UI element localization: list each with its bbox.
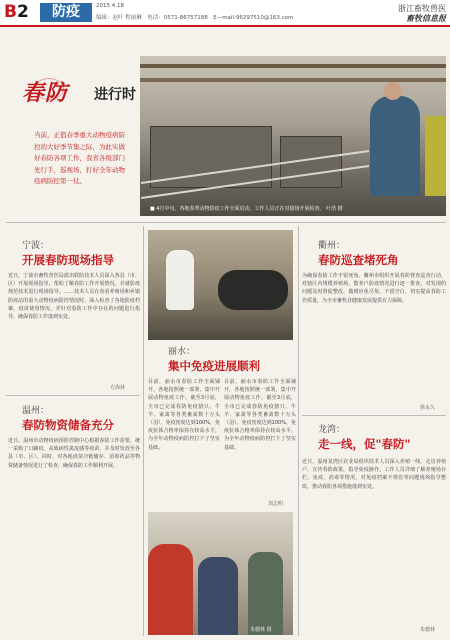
page-number-badge bbox=[4, 3, 40, 22]
inspector-head bbox=[384, 82, 402, 100]
page-number: 2 bbox=[17, 2, 29, 22]
lishui-place: 丽水： bbox=[168, 347, 196, 357]
lishui-headline: 集中免疫进展顺利 bbox=[168, 359, 260, 373]
quzhou-headline: 春防巡查堵死角 bbox=[318, 253, 399, 267]
masthead-bottom: 畜牧信息报 bbox=[406, 13, 446, 23]
wenzhou-inspection-photo bbox=[148, 512, 293, 635]
longwan-place: 龙湾： bbox=[318, 425, 346, 435]
ningbo-headline: 开展春防现场指导 bbox=[22, 253, 114, 267]
hero-intro: 当前，正值春季重大动物疫病防控的大好季节集之际，为此实做好春防各项工作，我省各级部门先行手，巡视场，打好全年动物疫病防控第一仗。 bbox=[34, 131, 125, 185]
pig-farm-photo bbox=[140, 56, 446, 216]
wenzhou-body: 近日，温州市动物疫病预防控制中心根据春防工作需要，统一采购了口蹄疫、高致病性禽流感等疫苗，并及时发放至各县（市、区）。同时，对各地疫苗冷链储存、消毒药品等物资储备情况进行了检查，确保春防工作顺利开展。 bbox=[8, 438, 140, 469]
yellow-gate bbox=[425, 116, 446, 196]
divider bbox=[6, 222, 446, 223]
inspector-figure bbox=[370, 96, 420, 196]
section-name: 防疫 bbox=[40, 3, 92, 22]
quzhou-place: 衢州： bbox=[318, 241, 346, 251]
worker-blue-figure bbox=[198, 557, 238, 635]
ningbo-author: 方海林 bbox=[110, 385, 126, 391]
divider bbox=[6, 395, 140, 396]
longwan-body: 近日，温州龙湾区农业局组织技术人员深入养殖一线，走访养殖户，宣传春防政策，指导免疫操作。工作人员详细了解养殖场存栏、免疫、消毒等情况，对免疫档案不规范等问题现场指导整改，推动春防各项措施落到实处。 bbox=[302, 459, 446, 490]
wenzhou-place: 温州： bbox=[22, 406, 50, 416]
quzhou-body: 为确保春防工作不留死角，衢州市组织开展春防督查巡查行动，对辖区内规模养殖场、散养户防疫情况进行逐一排查。对发现的问题及时督促整改，做到应免尽免、不留空白，切实提高春防工作质量，为全市畜牧业健康发展提供有力保障。 bbox=[302, 273, 446, 304]
longwan-headline: 走一线，促"春防" bbox=[318, 437, 411, 451]
longwan-author: 朱德林 bbox=[420, 627, 436, 633]
lishui-body-left: 目前，丽水市春防工作全面铺开，各地按照统一部署，集中开展动物免疫工作。截至3月底，全市已完成春防免疫猪只、牛羊、家禽等各类畜禽数十万头（羽），免疫密度达到100%，免疫抗体合格率保持在较高水平，为全年动物疫病防控打下了坚实基础。 bbox=[148, 379, 220, 451]
divider bbox=[302, 415, 446, 416]
lishui-author: 刘志明 bbox=[268, 501, 284, 507]
column-divider bbox=[298, 226, 299, 636]
hero-caption: ■ 4月中旬，各地春季动物防疫工作全面启动，工作人员正在对猪场开展检查。 叶浩 摄 bbox=[150, 206, 343, 212]
vet-figure bbox=[166, 250, 194, 310]
cow-figure bbox=[218, 270, 288, 310]
column-divider bbox=[143, 226, 144, 636]
photo-credit: 朱德林 摄 bbox=[250, 627, 272, 633]
hero-title: 春防 bbox=[22, 80, 69, 106]
quzhou-author: 徐永久 bbox=[420, 405, 436, 411]
roof-beam bbox=[140, 78, 446, 82]
editor-line: 编辑：赵叶 程丽琳 电话：0571-86757188 E—mail:96297510@163.com bbox=[96, 15, 294, 21]
hero-subtitle: 进行时 bbox=[94, 87, 136, 103]
ningbo-body: 近日，宁波市畜牧兽医局派出联防技术人员深入各县（市、区）开展现场指导，帮助了解春防工作开展情况，并就防疫规范技术进行现场指导。……技术人员在查看养殖场和乡镇防疫站的重大动物疫病防控情况时，深入检查了各地防疫档案、疫苗使用情况。并针对春防工作中存在的问题进行指导，确保春防工作落到实处。 bbox=[8, 273, 140, 321]
roof-beam bbox=[140, 64, 446, 68]
masthead-top: 浙江畜牧兽医 bbox=[398, 4, 446, 13]
worker-red-figure bbox=[148, 544, 193, 635]
cattle-vaccination-photo bbox=[148, 230, 293, 340]
lishui-body-right: 目前，丽水市春防工作全面铺开，各地按照统一部署，集中开展动物免疫工作。截至3月底，全市已完成春防免疫猪只、牛羊、家禽等各类畜禽数十万头（羽），免疫密度达到100%，免疫抗体合格率保持在较高水平，为全年动物疫病防控打下了坚实基础。 bbox=[224, 379, 296, 451]
wenzhou-headline: 春防物资储备充分 bbox=[22, 418, 114, 432]
ningbo-place: 宁波： bbox=[22, 241, 50, 251]
issue-date: 2015.4.18 bbox=[96, 3, 124, 9]
page-letter: B bbox=[4, 2, 17, 22]
worker-green-figure bbox=[248, 552, 283, 635]
